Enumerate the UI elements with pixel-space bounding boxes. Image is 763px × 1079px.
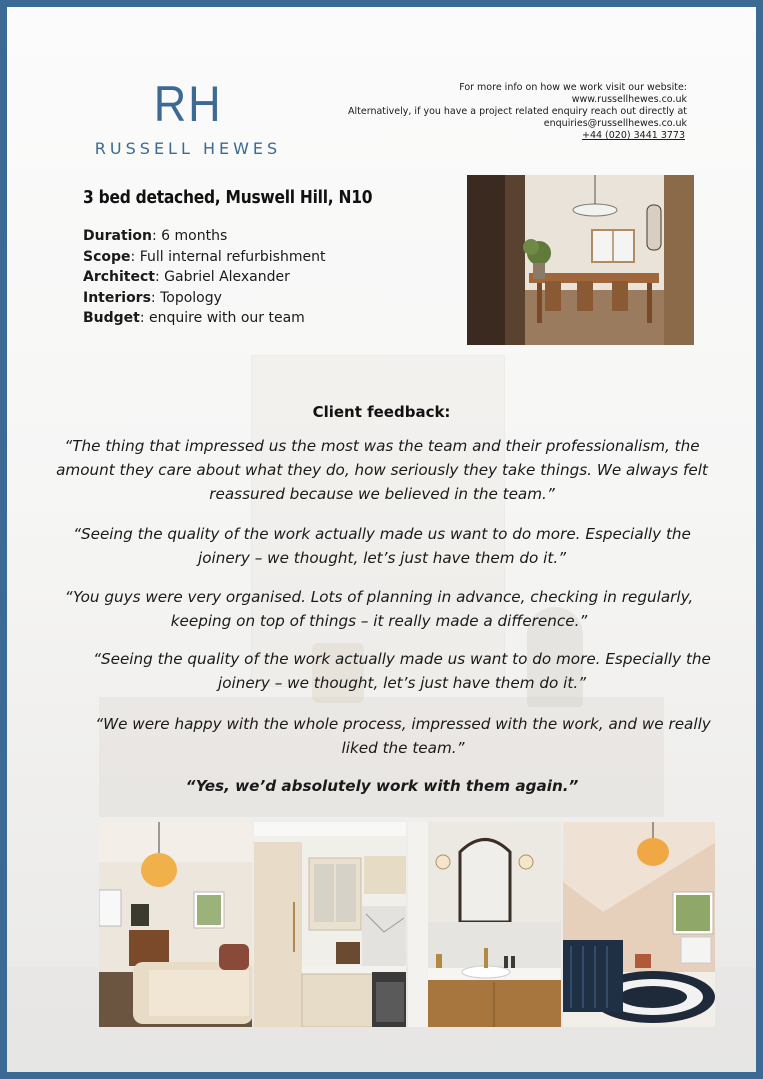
company-logo xyxy=(83,76,293,158)
testimonial-quote: “We were happy with the whole process, impressed with the work, and we really liked the team.” xyxy=(95,715,711,757)
logo-monogram: RH xyxy=(153,76,223,132)
detail-interiors: Interiors: Topology xyxy=(83,289,222,306)
detail-duration: Duration: 6 months xyxy=(83,228,228,244)
dining-room-photo xyxy=(467,175,694,345)
testimonial-quote: “The thing that impressed us the most was the team and their professionalism, the amount they care about what they do, how seriously they take things. We always felt reassured because we believed in the team.” xyxy=(56,437,708,503)
nursery-photo xyxy=(563,822,716,1027)
kitchen-photo xyxy=(254,822,407,1027)
website-link[interactable]: www.russellhewes.co.uk xyxy=(571,94,687,105)
contact-intro: For more info on how we work visit our website: xyxy=(459,82,687,93)
email-link[interactable]: enquiries@russellhewes.co.uk xyxy=(543,118,687,129)
testimonial-quote: “Seeing the quality of the work actually made us want to do more. Especially the joinery – we thought, let’s just have them do it.” xyxy=(93,650,711,692)
detail-scope: Scope: Full internal refurbishment xyxy=(83,248,326,265)
project-title: 3 bed detached, Muswell Hill, N10 xyxy=(83,187,373,208)
bathroom-photo xyxy=(408,822,561,1027)
bedroom-photo xyxy=(99,822,252,1027)
feedback-heading: Client feedback: xyxy=(312,403,451,421)
testimonial-closing-quote: “Yes, we’d absolutely work with them again.” xyxy=(185,777,579,795)
testimonial-quote: “You guys were very organised. Lots of planning in advance, checking in regularly, keeping on top of things – it really made a difference.” xyxy=(64,588,694,630)
contact-block xyxy=(327,82,687,142)
phone-link[interactable]: +44 (020) 3441 3773 xyxy=(581,130,685,141)
detail-budget: Budget: enquire with our team xyxy=(83,310,305,326)
project-details xyxy=(83,226,325,329)
contact-enquiry-text: Alternatively, if you have a project related enquiry reach out directly at xyxy=(348,106,687,117)
detail-architect: Architect: Gabriel Alexander xyxy=(83,269,290,285)
project-photo-gallery xyxy=(99,822,715,1027)
testimonial-quote: “Seeing the quality of the work actually made us want to do more. Especially the joinery – we thought, let’s just have them do it.” xyxy=(73,525,691,567)
logo-wordmark: RUSSELL HEWES xyxy=(94,139,282,158)
